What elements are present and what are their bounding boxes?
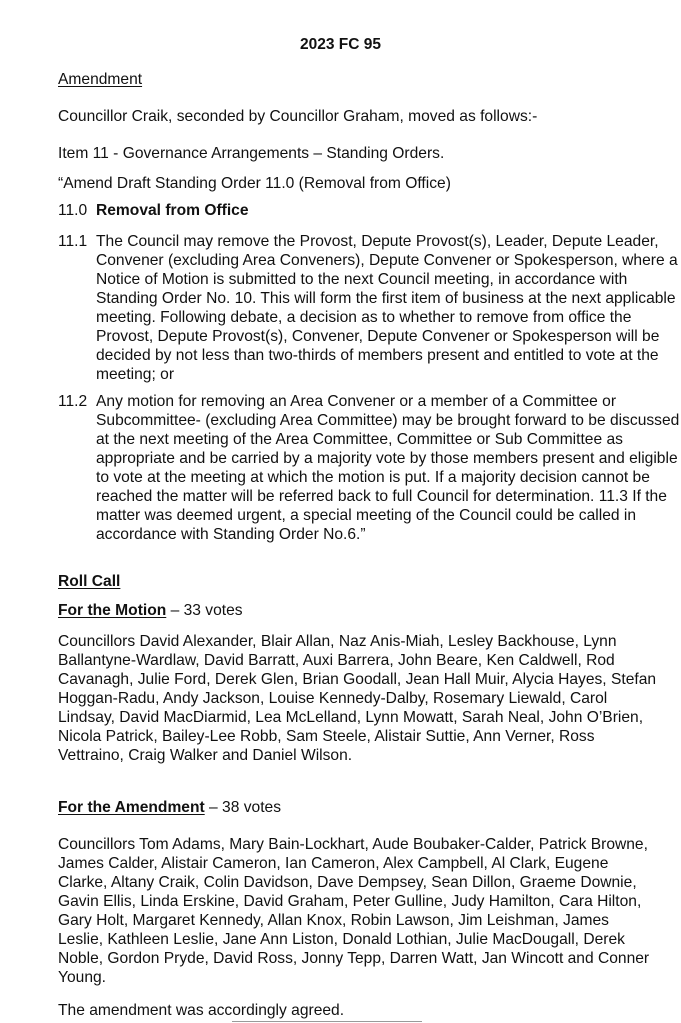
clause-number: 11.1 bbox=[58, 233, 88, 250]
clause-number: 11.0 bbox=[58, 202, 88, 219]
for-motion-votes: – 33 votes bbox=[170, 602, 243, 619]
mover-line: Councillor Craik, seconded by Councillor Graham, moved as follows:- bbox=[58, 108, 538, 125]
for-motion-label: For the Motion bbox=[58, 602, 167, 619]
clause-number: 11.2 bbox=[58, 393, 88, 410]
for-motion-heading bbox=[58, 601, 243, 620]
item-line: Item 11 - Governance Arrangements – Standing Orders. bbox=[58, 145, 445, 162]
amendment-heading: Amendment bbox=[58, 71, 143, 88]
roll-call-heading: Roll Call bbox=[58, 573, 121, 590]
document-reference: 2023 FC 95 bbox=[300, 36, 381, 53]
for-amendment-names: Councillors Tom Adams, Mary Bain-Lockhart, Aude Boubaker-Calder, Patrick Browne, James Calder, Alistair Cameron, Ian Cameron, Alex Campbell, Al Clark, Eugene Clarke, Altany Craik, Colin Davidson, Dave Dempsey, Sean Dillon, Graeme Downie, Gavin Ellis, Linda Erskine, David Graham, Peter Gulline, Judy Hamilton, Cara Hilton, Gary Holt, Margaret Kennedy, Allan Knox, Robin Lawson, Jim Leishman, James Leslie, Kathleen Leslie, Jane Ann Liston, Donald Lothian, Julie MacDougall, Derek Noble, Gordon Pryde, David Ross, Jonny Tepp, Darren Watt, Jan Wincott and Conner Young. bbox=[58, 836, 650, 986]
conclusion: The amendment was accordingly agreed. bbox=[58, 1002, 345, 1019]
clause-title: Removal from Office bbox=[96, 202, 249, 219]
for-motion-names: Councillors David Alexander, Blair Allan, Naz Anis-Miah, Lesley Backhouse, Lynn Ballantyne-Wardlaw, David Barratt, Auxi Barrera, John Beare, Ken Caldwell, Rod Cavanagh, Julie Ford, Derek Glen, Brian Goodall, Jean Hall Muir, Alycia Hayes, Stefan Hoggan-Radu, Andy Jackson, Louise Kennedy-Dalby, Rosemary Liewald, Carol Lindsay, David MacDiarmid, Lea McLelland, Lynn Mowatt, Sarah Neal, John O’Brien, Nicola Patrick, Bailey-Lee Robb, Sam Steele, Alistair Suttie, Ann Verner, Ross Vettraino, Craig Walker and Daniel Wilson. bbox=[58, 633, 657, 764]
amend-line: “Amend Draft Standing Order 11.0 (Removal from Office) bbox=[58, 175, 451, 192]
for-amendment-label: For the Amendment bbox=[58, 799, 205, 816]
clause-text: Any motion for removing an Area Convener or a member of a Committee or Subcommittee- (excluding Area Committee) may be brought forward to be discussed at the next meeting of the Area Committee, Committee or Sub Committee as appropriate and be carried by a majority vote by those members present and eligible to vote at the meeting at which the motion is put. If a majority decision cannot be reached the matter will be referred back to full Council for determination. 11.3 If the matter was deemed urgent, a special meeting of the Council could be called in accordance with Standing Order No.6.” bbox=[96, 393, 680, 543]
page-divider bbox=[232, 1021, 422, 1022]
for-amendment-votes: – 38 votes bbox=[209, 799, 282, 816]
for-amendment-heading bbox=[58, 798, 281, 817]
clause-text: The Council may remove the Provost, Depute Provost(s), Leader, Depute Leader, Convener (excluding Area Conveners), Depute Convener or Spokesperson, where a Notice of Motion is submitted to the next Council meeting, in accordance with Standing Order No. 10. This will form the first item of business at the next applicable meeting. Following debate, a decision as to whether to remove from office the Provost, Depute Provost(s), Convener, Depute Convener or Spokesperson will be decided by not less than two-thirds of members present and entitled to vote at the meeting; or bbox=[96, 233, 678, 383]
